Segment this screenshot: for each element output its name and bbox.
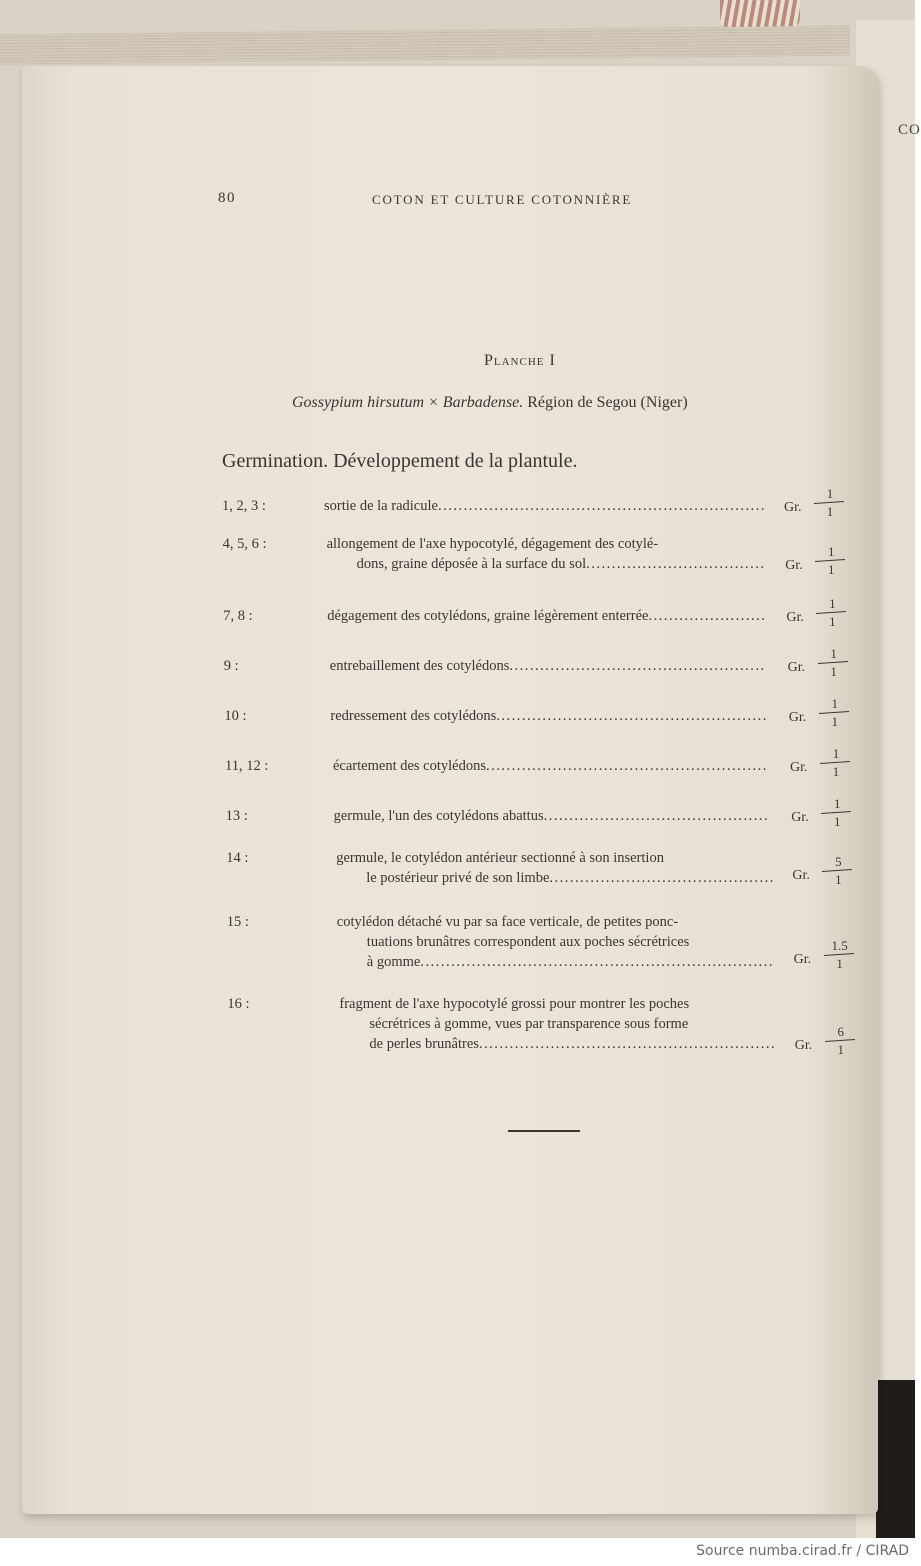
scale-fraction <box>826 854 850 887</box>
description-line: germule, le cotylédon antérieur sectionné à son insertion <box>336 850 664 866</box>
figure-number: 9 : <box>223 658 239 674</box>
section-heading: Germination. Développement de la plantule. <box>222 450 578 472</box>
scale-fraction <box>818 486 842 519</box>
scale-numerator: 1 <box>827 544 835 559</box>
book-page <box>22 66 878 1514</box>
figure-description <box>330 708 768 728</box>
figure-number: 16 : <box>227 996 250 1012</box>
plate-subtitle <box>292 394 688 412</box>
leader-dots: ....................... <box>648 608 767 624</box>
figure-number: 11, 12 : <box>225 758 269 774</box>
figure-number: 10 : <box>224 708 247 724</box>
description-line: entrebaillement des cotylédons.................................................. <box>329 658 766 674</box>
figure-description <box>339 996 776 1056</box>
scale-fraction <box>829 1024 853 1057</box>
scale-numerator: 1 <box>831 696 839 711</box>
scale-denominator: 1 <box>837 1042 845 1057</box>
scale-prefix: Gr. <box>787 660 806 675</box>
figure-description <box>330 658 766 678</box>
scale-fraction <box>822 646 846 679</box>
leader-dots: ............................................ <box>543 808 770 824</box>
description-line: fragment de l'axe hypocotylé grossi pour montrer les poches <box>339 996 690 1012</box>
leader-dots: .......................................................... <box>478 1036 777 1052</box>
scale-prefix: Gr. <box>784 500 802 515</box>
scale-fraction <box>828 938 852 971</box>
book-cover-edge <box>876 1380 915 1538</box>
scale-numerator: 1 <box>826 486 834 501</box>
scale-denominator: 1 <box>827 562 835 577</box>
scale-denominator: 1 <box>835 872 842 887</box>
figure-number: 4, 5, 6 : <box>222 536 267 552</box>
scale-fraction <box>824 746 848 779</box>
figure-description <box>324 498 766 518</box>
description-line: allongement de l'axe hypocotylé, dégagement des cotylé- <box>326 536 659 552</box>
next-page-fragment: CO <box>898 122 921 138</box>
figure-description <box>336 850 775 890</box>
description-line: cotylédon détaché vu par sa face verticale, de petites ponc- <box>336 914 679 930</box>
leader-dots: ................................................................ <box>437 498 766 514</box>
description-line: dégagement des cotylédons, graine légèrement enterrée....................... <box>327 608 767 624</box>
scale-numerator: 1.5 <box>831 938 848 953</box>
species-name: Gossypium hirsutum × Barbadense. <box>292 394 524 411</box>
figure-description <box>327 608 766 628</box>
scale-prefix: Gr. <box>788 710 807 725</box>
scale-prefix: Gr. <box>791 810 809 825</box>
leader-dots: ................................... <box>586 556 766 572</box>
scale-fraction <box>825 796 849 829</box>
plate-title: Planche I <box>484 352 556 369</box>
scale-denominator: 1 <box>836 956 843 971</box>
closing-rule <box>508 1130 580 1132</box>
figure-number: 15 : <box>226 914 249 930</box>
page-number: 80 <box>218 190 236 206</box>
description-line: sortie de la radicule................................................................ <box>324 498 766 514</box>
description-line: tuations brunâtres correspondent aux poches sécrétrices <box>366 934 690 950</box>
scale-denominator: 1 <box>832 764 840 779</box>
figure-number: 14 : <box>226 850 249 866</box>
scale-fraction <box>819 544 843 577</box>
figure-description <box>337 914 774 974</box>
scale-prefix: Gr. <box>785 558 803 573</box>
figure-description <box>327 536 766 576</box>
figure-number: 7, 8 : <box>223 608 253 624</box>
description-line: de perles brunâtres.......................................................... <box>369 1036 777 1052</box>
scale-fraction <box>820 596 844 629</box>
figure-number: 1, 2, 3 : <box>222 498 266 514</box>
figure-description <box>334 808 770 828</box>
scale-denominator: 1 <box>833 814 841 829</box>
scale-numerator: 1 <box>829 596 836 611</box>
scale-numerator: 1 <box>830 646 837 661</box>
scale-numerator: 5 <box>835 854 842 869</box>
book-page-edges <box>0 26 850 65</box>
scale-prefix: Gr. <box>790 760 808 775</box>
description-line: écartement des cotylédons....................................................... <box>333 758 768 774</box>
scale-numerator: 1 <box>833 796 841 811</box>
scale-numerator: 6 <box>837 1024 845 1039</box>
description-line: redressement des cotylédons..................................................... <box>330 708 768 724</box>
description-line: germule, l'un des cotylédons abattus............................................ <box>333 808 770 824</box>
scale-fraction <box>823 696 847 729</box>
figure-description <box>333 758 768 778</box>
leader-dots: .................................................. <box>509 658 766 674</box>
description-line: dons, graine déposée à la surface du sol................................... <box>356 556 766 572</box>
scale-prefix: Gr. <box>786 610 804 625</box>
description-line: à gomme..................................................................... <box>366 954 774 970</box>
scale-denominator: 1 <box>831 714 839 729</box>
description-line: le postérieur privé de son limbe............................................ <box>366 870 775 886</box>
scale-denominator: 1 <box>826 504 834 519</box>
bookmark-ribbon <box>720 0 800 28</box>
scale-numerator: 1 <box>832 746 840 761</box>
region-name: Région de Segou (Niger) <box>527 394 688 411</box>
leader-dots: ............................................ <box>549 870 775 886</box>
running-head: COTON ET CULTURE COTONNIÈRE <box>372 192 633 207</box>
source-credit: Source numba.cirad.fr / CIRAD <box>696 1543 909 1559</box>
leader-dots: ....................................................... <box>486 758 768 774</box>
scale-denominator: 1 <box>830 664 837 679</box>
scale-prefix: Gr. <box>792 868 810 883</box>
scale-prefix: Gr. <box>793 952 812 967</box>
leader-dots: ..................................................................... <box>420 954 774 970</box>
figure-number: 13 : <box>225 808 248 824</box>
description-line: sécrétrices à gomme, vues par transparence sous forme <box>369 1016 689 1032</box>
scale-denominator: 1 <box>829 614 836 629</box>
leader-dots: ..................................................... <box>496 708 768 724</box>
scale-prefix: Gr. <box>794 1038 813 1053</box>
